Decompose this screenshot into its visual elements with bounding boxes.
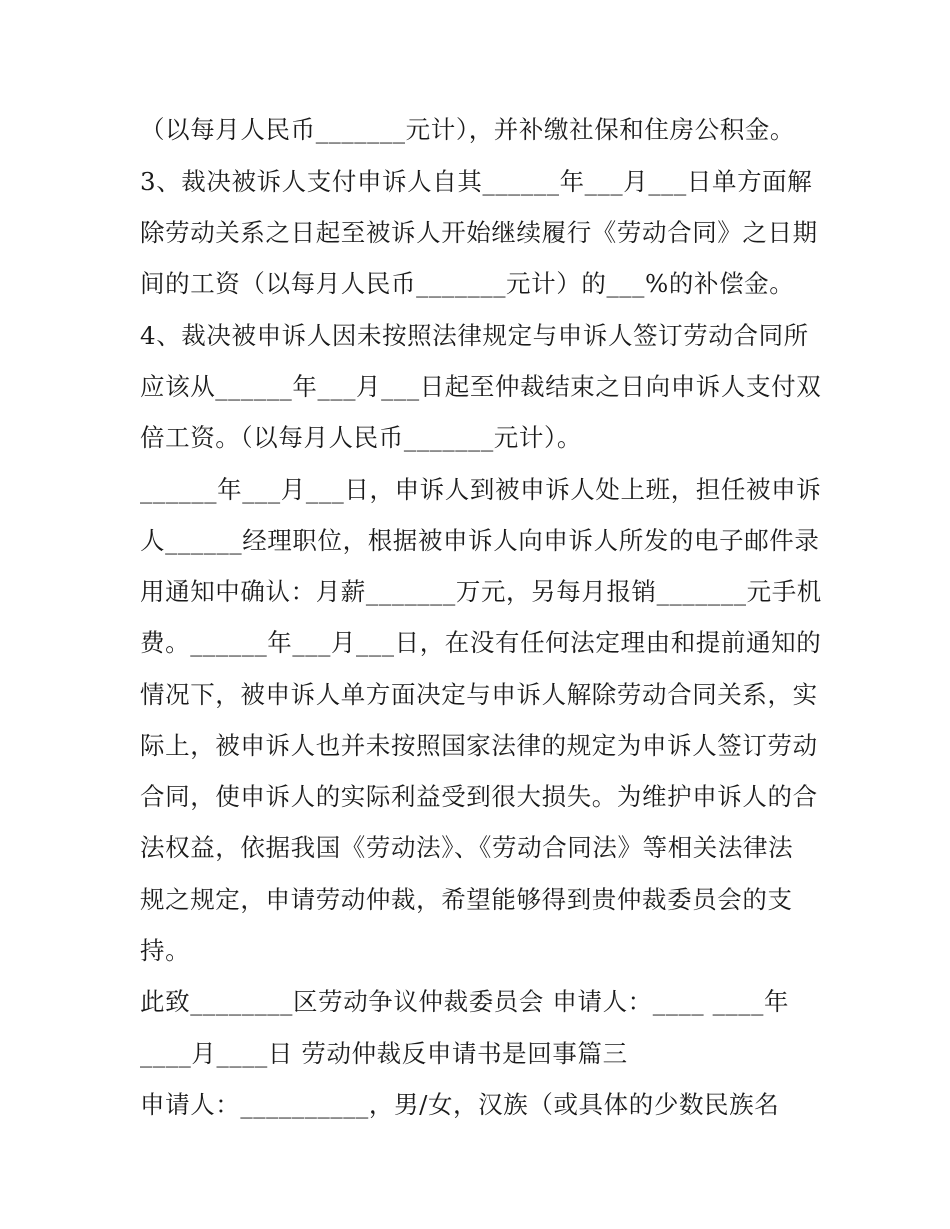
text-line: 倍工资。（以每月人民币_______元计）。 [140,423,582,452]
text-line: 应该从______年___月___日起至仲裁结束之日向申诉人支付双 [140,372,822,401]
text-line: 际上，被申诉人也并未按照国家法律的规定为申诉人签订劳动 [140,731,818,760]
text-line: 人______经理职位，根据被申诉人向申诉人所发的电子邮件录 [140,526,820,555]
text-line: 除劳动关系之日起至被诉人开始继续履行《劳动合同》之日期 [140,218,818,247]
text-line: 间的工资（以每月人民币_______元计）的___%的补偿金。 [140,269,795,298]
text-line: 持。 [140,936,191,965]
text-line: 4、裁决被申诉人因未按照法律规定与申诉人签订劳动合同所 [140,321,809,350]
text-line: ____月____日 劳动仲裁反申请书是回事篇三 [140,1039,628,1068]
text-line: 法权益，依据我国《劳动法》、《劳动合同法》等相关法律法 [140,833,794,862]
text-line: ______年___月___日，申诉人到被申诉人处上班，担任被申诉 [140,475,822,504]
text-line: 合同，使申诉人的实际利益受到很大损失。为维护申诉人的合 [140,782,818,811]
text-line: 情况下，被申诉人单方面决定与申诉人解除劳动合同关系，实 [140,680,818,709]
text-line: 用通知中确认：月薪_______万元，另每月报销_______元手机 [140,577,822,606]
text-line: 费。______年___月___日，在没有任何法定理由和提前通知的 [140,628,822,657]
text-line: （以每月人民币_______元计），并补缴社保和住房公积金。 [140,115,795,144]
text-line: 申请人：__________，男/女，汉族（或具体的少数民族名 [140,1090,780,1119]
text-line: 规之规定，申请劳动仲裁，希望能够得到贵仲裁委员会的支 [140,885,793,914]
text-line: 3、裁决被诉人支付申诉人自其______年___月___日单方面解 [140,167,813,196]
text-line: 此致________区劳动争议仲裁委员会 申请人：____ ____年 [140,987,790,1016]
